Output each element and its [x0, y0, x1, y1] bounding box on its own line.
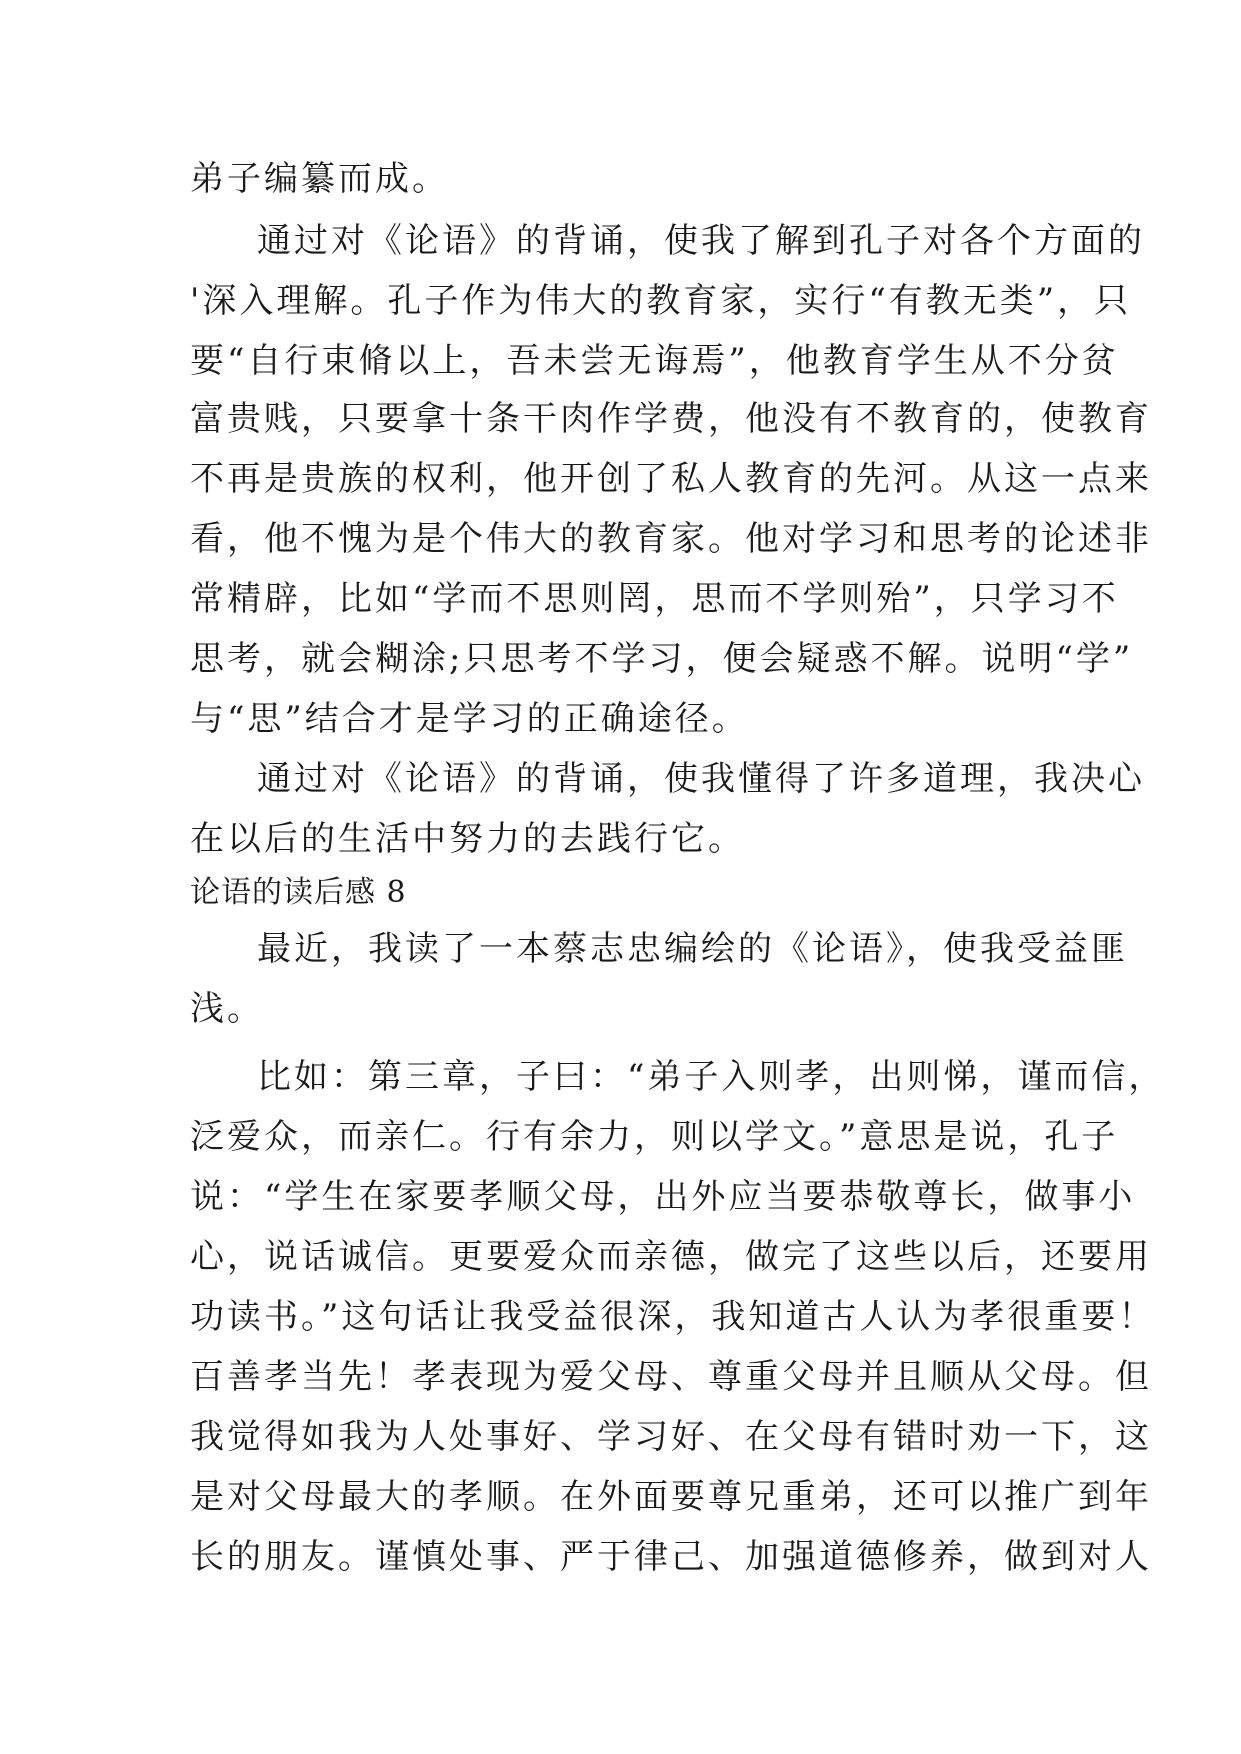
- paragraph-line: 富贵贱，只要拿十条干肉作学费，他没有不教育的，使教育: [190, 399, 1152, 439]
- paragraph-line: 通过对《论语》的背诵，使我了解到孔子对各个方面的: [257, 221, 1145, 261]
- paragraph-line: 说：“学生在家要孝顺父母，出外应当要恭敬尊长，做事小: [190, 1177, 1136, 1217]
- paragraph-line: 百善孝当先！孝表现为爱父母、尊重父母并且顺从父母。但: [190, 1357, 1152, 1397]
- paragraph-line: 常精辟，比如“学而不思则罔，思而不学则殆”，只学习不: [190, 579, 1119, 619]
- section-title: 论语的读后感 8: [190, 875, 407, 910]
- paragraph-line: 不再是贵族的权利，他开创了私人教育的先河。从这一点来: [190, 459, 1152, 499]
- paragraph-line: 我觉得如我为人处事好、学习好、在父母有错时劝一下，这: [190, 1417, 1152, 1457]
- paragraph-line: 思考，就会糊涂;只思考不学习，便会疑惑不解。说明“学”: [190, 639, 1134, 679]
- paragraph-line: 比如：第三章，子曰：“弟子入则孝，出则悌，谨而信，: [257, 1057, 1166, 1097]
- paragraph-line: 是对父母最大的孝顺。在外面要尊兄重弟，还可以推广到年: [190, 1477, 1152, 1517]
- paragraph-line: 最近，我读了一本蔡志忠编绘的《论语》，使我受益匪: [257, 929, 1128, 969]
- paragraph-line: 浅。: [190, 989, 264, 1029]
- paragraph-line: 与“思”结合才是学习的正确途径。: [190, 699, 749, 739]
- paragraph-line: 功读书。”这句话让我受益很深，我知道古人认为孝很重要！: [190, 1297, 1156, 1337]
- paragraph-line: 通过对《论语》的背诵，使我懂得了许多道理，我决心: [257, 759, 1145, 799]
- paragraph-line: 心，说话诚信。更要爱众而亲德，做完了这些以后，还要用: [190, 1237, 1152, 1277]
- paragraph-line: '深入理解。孔子作为伟大的教育家，实行“有教无类”，只: [190, 281, 1132, 321]
- paragraph-line: 在以后的生活中努力的去践行它。: [190, 819, 745, 859]
- paragraph-line: 看，他不愧为是个伟大的教育家。他对学习和思考的论述非: [190, 519, 1152, 559]
- paragraph-line: 长的朋友。谨慎处事、严于律己、加强道德修养，做到对人: [190, 1537, 1152, 1577]
- paragraph-line: 泛爱众，而亲仁。行有余力，则以学文。”意思是说，孔子: [190, 1117, 1119, 1157]
- paragraph-line: 弟子编纂而成。: [190, 159, 449, 199]
- paragraph-line: 要“自行束脩以上，吾未尝无诲焉”，他教育学生从不分贫: [190, 341, 1119, 381]
